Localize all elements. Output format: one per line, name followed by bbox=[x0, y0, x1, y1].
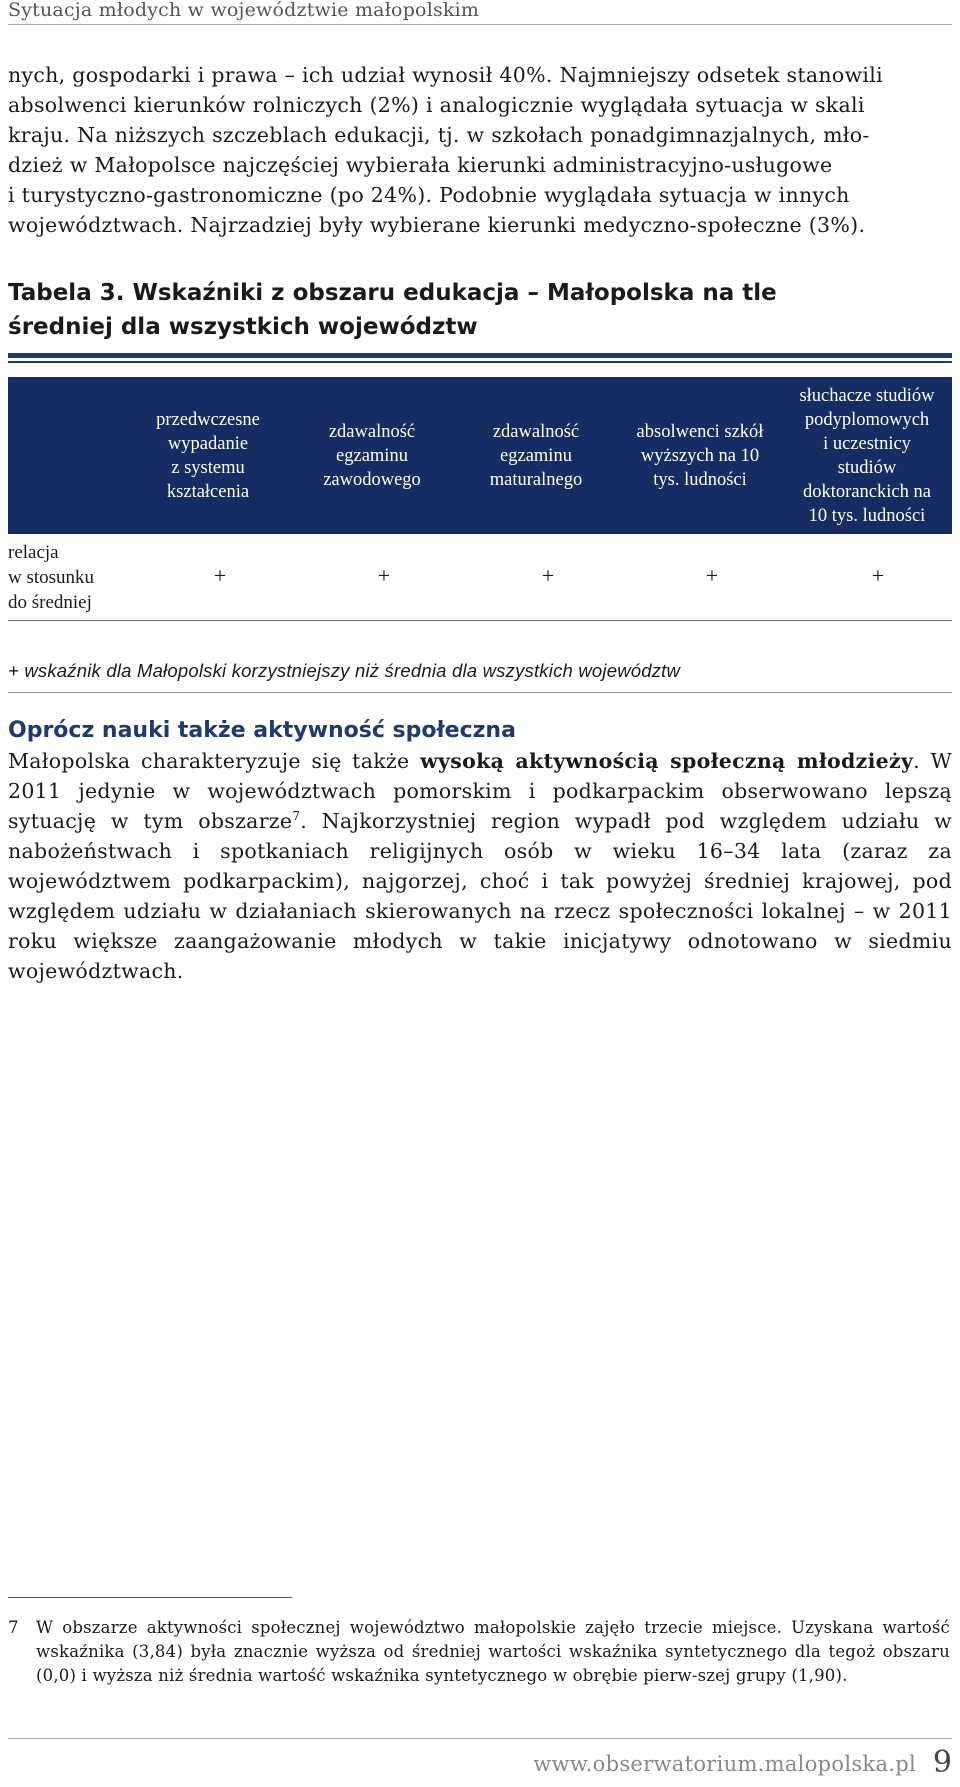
column-header-line: podyplomowych bbox=[804, 409, 930, 430]
table-cell: + bbox=[871, 563, 885, 588]
table-rule-thin bbox=[8, 361, 952, 363]
column-header-line: z systemu bbox=[171, 457, 245, 478]
table-cell: + bbox=[377, 563, 391, 588]
row-label bbox=[8, 540, 118, 615]
intro-line: dzież w Małopolsce najczęściej wybierała kierunki administracyjno-usługowe bbox=[8, 153, 833, 177]
row-label-line: do średniej bbox=[8, 592, 92, 613]
footer-rule bbox=[8, 1738, 952, 1739]
intro-line: absolwenci kierunków rolniczych (2%) i analogicznie wyglądała sytuacja w skali bbox=[8, 93, 865, 117]
intro-paragraph bbox=[8, 60, 952, 240]
column-header-line: zawodowego bbox=[323, 469, 421, 490]
footnote-text: W obszarze aktywności społecznej województwo małopolskie zajęło trzecie miejsce. Uzyskana wartość wskaźnika (3,84) była znacznie wyższa od średniej wartości wskaźnika syntetycznego dla tegoż obszaru (0,0) i wyższa niż średnia wartość wskaźnika syntetycznego w obrębie pierw-szej grupy (1,90). bbox=[36, 1618, 950, 1685]
intro-line: kraju. Na niższych szczeblach edukacji, tj. w szkołach ponadgimnazjalnych, mło- bbox=[8, 123, 870, 147]
column-header-line: studiów bbox=[837, 457, 897, 478]
column-header-line: tys. ludności bbox=[653, 469, 747, 490]
column-header-line: 10 tys. ludności bbox=[808, 505, 926, 526]
footnote-reference[interactable]: 7 bbox=[292, 809, 301, 824]
table-caption-line: średniej dla wszystkich województw bbox=[8, 314, 478, 340]
column-header-line: słuchacze studiów bbox=[799, 385, 935, 406]
column-header bbox=[454, 377, 618, 534]
column-header bbox=[782, 377, 952, 534]
table-header bbox=[8, 377, 952, 534]
column-header-line: egzaminu bbox=[500, 445, 572, 466]
footer-url[interactable]: www.obserwatorium.malopolska.pl bbox=[533, 1752, 916, 1776]
intro-line: województwach. Najrzadziej były wybierane kierunki medyczno-społeczne (3%). bbox=[8, 213, 866, 237]
column-header-line: zdawalność bbox=[492, 421, 580, 442]
body-text: Małopolska charakteryzuje się także bbox=[8, 749, 421, 773]
column-header-line: doktoranckich na bbox=[803, 481, 931, 502]
body-text: . W 2011 jedynie w województwach pomorskim i podkarpackim obserwowano lepszą sytuację w tym obszarze bbox=[8, 749, 952, 833]
column-header-line: maturalnego bbox=[489, 469, 583, 490]
column-header-line: i uczestnicy bbox=[823, 433, 911, 454]
table-legend: + wskaźnik dla Małopolski korzystniejszy niż średnia dla wszystkich województw bbox=[8, 660, 681, 681]
running-head: Sytuacja młodych w województwie małopolskim bbox=[8, 0, 952, 25]
table-bottom-rule bbox=[8, 620, 952, 621]
legend-rule bbox=[8, 692, 952, 693]
column-header-line: absolwenci szkół bbox=[636, 421, 764, 442]
column-header-line: zdawalność bbox=[328, 421, 416, 442]
body-bold-text: wysoką aktywnością społeczną młodzieży bbox=[420, 749, 914, 773]
column-header bbox=[618, 377, 782, 534]
table-caption-line: Tabela 3. Wskaźniki z obszaru edukacja – Małopolska na tle bbox=[8, 280, 777, 306]
table-cell: + bbox=[213, 563, 227, 588]
column-header-line: przedwczesne bbox=[156, 409, 260, 430]
table-rule-thick bbox=[8, 353, 952, 358]
row-label-line: relacja bbox=[8, 542, 59, 563]
column-header bbox=[126, 377, 290, 534]
page-number: 9 bbox=[932, 1745, 952, 1780]
footnote-number: 7 bbox=[8, 1618, 19, 1637]
column-header-line: egzaminu bbox=[336, 445, 408, 466]
intro-line: nych, gospodarki i prawa – ich udział wynosił 40%. Najmniejszy odsetek stanowili bbox=[8, 63, 883, 87]
table-cell: + bbox=[541, 563, 555, 588]
column-header-line: wyższych na 10 bbox=[640, 445, 760, 466]
row-label-line: w stosunku bbox=[8, 567, 95, 588]
column-header bbox=[290, 377, 454, 534]
column-header-line: kształcenia bbox=[166, 481, 250, 502]
footnote-rule bbox=[8, 1597, 292, 1598]
intro-line: i turystyczno-gastronomiczne (po 24%). Podobnie wyglądała sytuacja w innych bbox=[8, 183, 850, 207]
column-header-line: wypadanie bbox=[167, 433, 249, 454]
body-text: . Najkorzystniej region wypadł pod względem udziału w nabożeństwach i spotkaniach religijnych osób w wieku 16–34 lata (zaraz za województwem podkarpackim), najgorzej, choć i tak powyżej średniej krajowej, pod względem udziału w działaniach skierowanych na rzecz społeczności lokalnej – w 2011 roku większe zaangażowanie młodych w takie inicjatywy odnotowano w siedmiu województwach. bbox=[8, 809, 952, 983]
body-paragraph bbox=[8, 746, 952, 986]
table-cell: + bbox=[705, 563, 719, 588]
table-caption bbox=[8, 276, 952, 344]
section-heading: Oprócz nauki także aktywność społeczna bbox=[8, 718, 516, 743]
